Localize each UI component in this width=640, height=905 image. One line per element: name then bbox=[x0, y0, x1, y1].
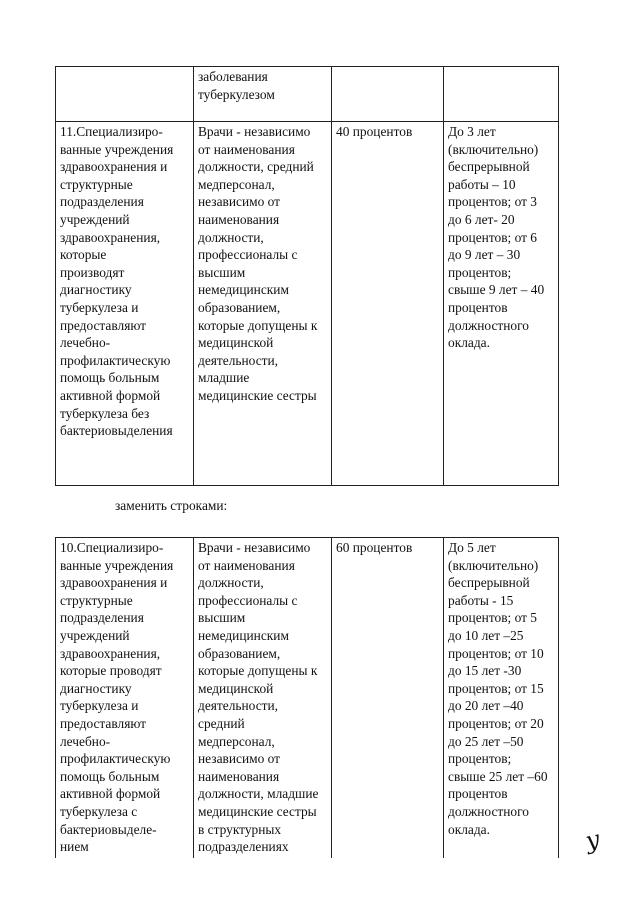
cell-rate: 40 процентов bbox=[332, 122, 444, 486]
cell-rate: 60 процентов bbox=[332, 538, 444, 858]
cell-institution: 10.Специализиро- ванные учреждения здравоохранения и структурные подразделения учреждений здравоохранения, которые проводят диагностику туберкулеза и предоставляют лечебно- профилактическую помощь больным активной формой туберкулеза с бактериовыделе- нием bbox=[56, 538, 194, 858]
cell-positions: Врачи - независимо от наименования должности, средний медперсонал, независимо от наименования должности, профессионалы с высшим немедицинским образованием, которые допущены к медицинской деятельности, младшие медицинские сестры bbox=[194, 122, 332, 486]
cell-seniority bbox=[444, 67, 559, 122]
cell-institution bbox=[56, 67, 194, 122]
table-row bbox=[56, 122, 559, 486]
table-row bbox=[56, 67, 559, 122]
cell-institution: 11.Специализиро- ванные учреждения здравоохранения и структурные подразделения учреждений здравоохранения, которые производят диагностику туберкулеза и предоставляют лечебно- профилактическую помощь больным активной формой туберкулеза без бактериовыделения bbox=[56, 122, 194, 486]
table-row bbox=[56, 538, 559, 858]
cell-seniority: До 3 лет (включительно) беспрерывной работы – 10 процентов; от 3 до 6 лет- 20 процентов; от 6 до 9 лет – 30 процентов; свыше 9 лет – 40 процентов должностного оклада. bbox=[444, 122, 559, 486]
cell-seniority: До 5 лет (включительно) беспрерывной работы - 15 процентов; от 5 до 10 лет –25 процентов; от 10 до 15 лет -30 процентов; от 15 до 20 лет –40 процентов; от 20 до 25 лет –50 процентов; свыше 25 лет –60 процентов должностного оклада. bbox=[444, 538, 559, 858]
cell-positions: заболевания туберкулезом bbox=[194, 67, 332, 122]
cell-positions: Врачи - независимо от наименования должности, профессионалы с высшим немедицинским образованием, которые допущены к медицинской деятельности, средний медперсонал, независимо от наименования должности, младшие медицинские сестры в структурных подразделениях bbox=[194, 538, 332, 858]
table-top bbox=[55, 66, 559, 486]
handwritten-margin-mark: у bbox=[583, 824, 603, 856]
table-bottom bbox=[55, 537, 559, 858]
replace-caption: заменить строками: bbox=[115, 498, 228, 513]
cell-rate bbox=[332, 67, 444, 122]
